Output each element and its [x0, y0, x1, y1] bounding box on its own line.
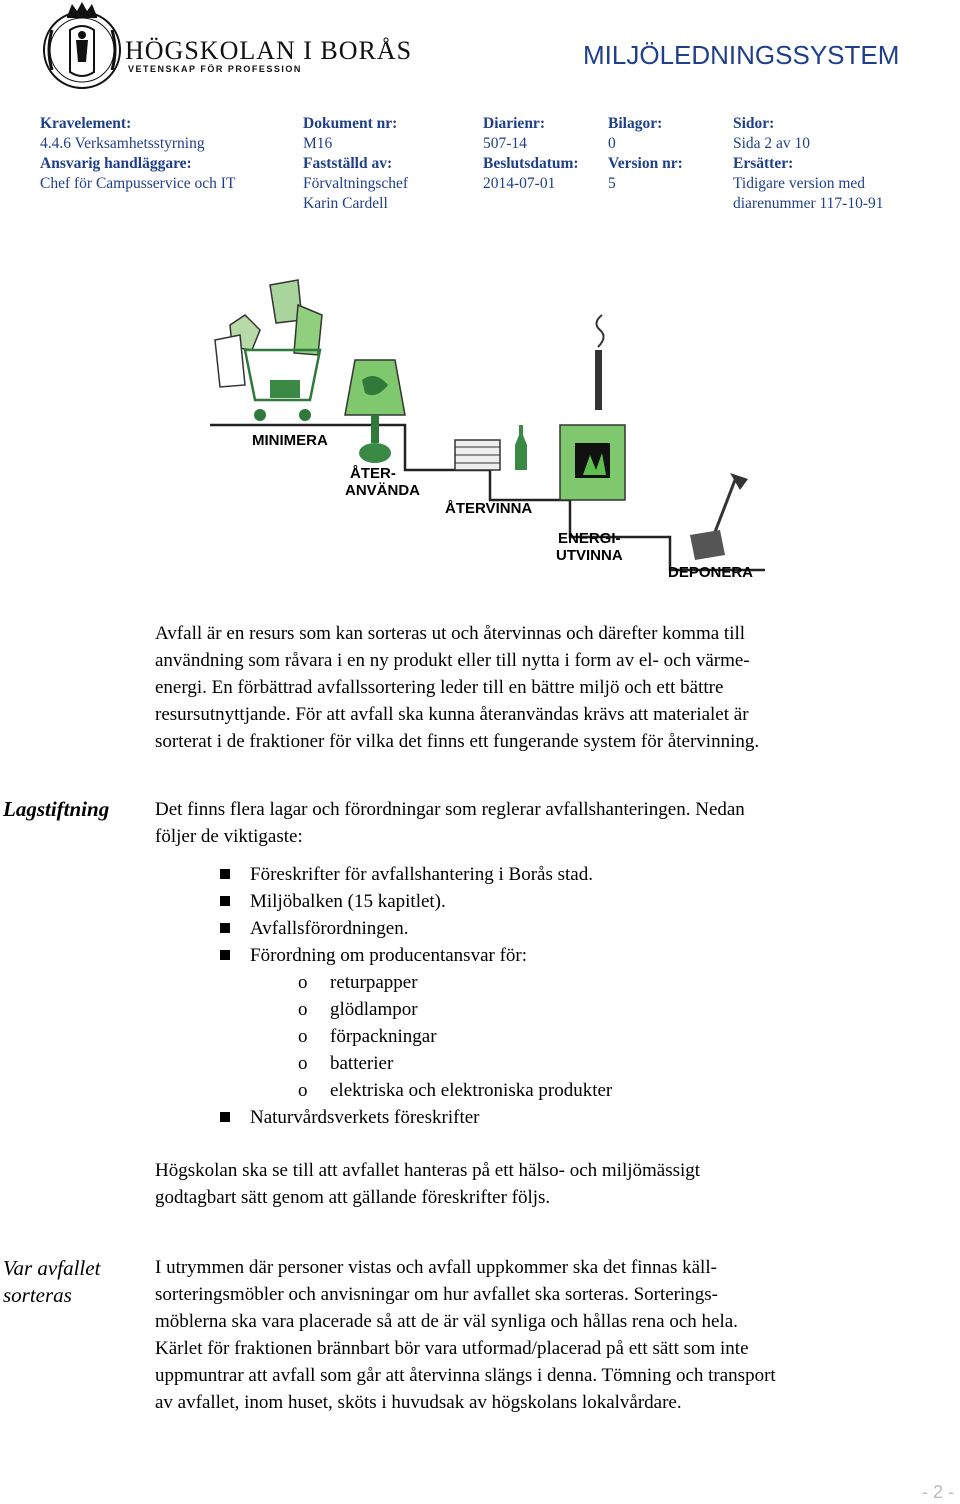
square-bullet-icon: [220, 950, 230, 960]
beslutsdatum-label: Beslutsdatum:: [483, 155, 579, 172]
square-bullet-icon: [220, 896, 230, 906]
lagstiftning-intro: [155, 796, 935, 850]
section-heading-lagstiftning: Lagstiftning: [3, 797, 110, 821]
text-line: Kärlet för fraktionen brännbart bör vara utformad/placerad på ett sätt som inte: [155, 1338, 749, 1359]
faststalld-name: Karin Cardell: [303, 195, 388, 212]
text-line: Avfall är en resurs som kan sorteras ut och återvinnas och därefter komma till: [155, 623, 746, 644]
bilagor-value: 0: [608, 135, 616, 152]
sub-list-item: o förpackningar: [298, 1026, 437, 1047]
recycling-bundle-icon: [455, 425, 527, 470]
text-line: sorterat i de fraktioner för vilka det finns ett fungerande system för återvinning.: [155, 731, 760, 752]
dokument-label: Dokument nr:: [303, 115, 398, 132]
beslutsdatum-value: 2014-07-01: [483, 175, 556, 192]
ansvarig-label: Ansvarig handläggare:: [40, 155, 192, 172]
text-line: uppmuntrar att avfall som går att återvinna slängs i denna. Tömning och transport: [155, 1365, 776, 1386]
label-energi-1: ENERGI-: [558, 530, 621, 547]
text-line: Högskolan ska se till att avfallet hanteras på ett hälso- och miljömässigt: [155, 1160, 701, 1181]
shopping-cart-icon: [215, 280, 322, 421]
text-line: Det finns flera lagar och förordningar som reglerar avfallshanteringen. Nedan: [155, 799, 745, 820]
sidor-label: Sidor:: [733, 115, 775, 132]
ersatter-label: Ersätter:: [733, 155, 794, 172]
shovel-icon: [690, 473, 748, 560]
label-minimera: MINIMERA: [252, 432, 328, 449]
logo-tagline: VETENSKAP FÖR PROFESSION: [128, 64, 302, 74]
text-line: sorteringsmöbler och anvisningar om hur avfallet ska sorteras. Sorterings-: [155, 1284, 718, 1305]
diarienr-label: Diarienr:: [483, 115, 545, 132]
logo-wordmark: HÖGSKOLAN I BORÅS: [125, 36, 413, 65]
sub-list-item: o glödlampor: [298, 999, 418, 1020]
crown-emblem-icon: [40, 0, 125, 92]
bilagor-label: Bilagor:: [608, 115, 663, 132]
square-bullet-icon: [220, 869, 230, 879]
kravelement-label: Kravelement:: [40, 115, 132, 132]
text-line: resursutnyttjande. För att avfall ska kunna återanvändas krävs att materialet är: [155, 704, 749, 725]
text-line: följer de viktigaste:: [155, 826, 303, 847]
text-line: I utrymmen där personer vistas och avfall uppkommer ska det finnas käll-: [155, 1257, 717, 1278]
waste-hierarchy-illustration: [190, 275, 770, 585]
sub-list-item: o elektriska och elektroniska produkter: [298, 1080, 613, 1101]
system-title: MILJÖLEDNINGSSYSTEM: [583, 40, 900, 70]
text-line: användning som råvara i en ny produkt eller till nytta i form av el- och värme-: [155, 650, 750, 671]
list-item: Förordning om producentansvar för:: [220, 942, 527, 969]
waste-hierarchy-steps-icon: [190, 275, 770, 585]
var-avfallet-paragraph: [155, 1254, 935, 1416]
text-line: möblerna ska vara placerade så att de är väl synliga och hållas rena och hela.: [155, 1311, 738, 1332]
version-value: 5: [608, 175, 616, 192]
list-item: Avfallsförordningen.: [220, 915, 408, 942]
university-logo: [40, 0, 413, 92]
label-deponera: DEPONERA: [668, 564, 754, 581]
faststalld-value: Förvaltningschef: [303, 175, 409, 192]
text-line: godtagbart sätt genom att gällande föreskrifter följs.: [155, 1187, 551, 1208]
label-energi-2: UTVINNA: [556, 547, 623, 564]
sub-list-item: o returpapper: [298, 972, 418, 993]
label-ateranvanda-1: ÅTER-: [350, 465, 396, 482]
kravelement-value: 4.4.6 Verksamhetsstyrning: [40, 135, 205, 152]
lagstiftning-closing: [155, 1157, 935, 1211]
ersatter-value: Tidigare version med: [733, 175, 866, 192]
version-label: Version nr:: [608, 155, 683, 172]
sub-list-item: o batterier: [298, 1053, 394, 1074]
ansvarig-value: Chef för Campusservice och IT: [40, 175, 236, 192]
label-ateranvanda-2: ANVÄNDA: [345, 482, 420, 499]
list-item: Naturvårdsverkets föreskrifter: [220, 1104, 479, 1131]
dokument-value: M16: [303, 135, 333, 152]
section-heading-var-avfallet-sorteras: Var avfallet sorteras: [3, 1256, 101, 1307]
sidor-value: Sida 2 av 10: [733, 135, 811, 152]
diarienr-value: 507-14: [483, 135, 527, 152]
square-bullet-icon: [220, 923, 230, 933]
ersatter-diarienummer: diarenummer 117-10-91: [733, 195, 884, 212]
square-bullet-icon: [220, 1112, 230, 1122]
intro-paragraph: [155, 620, 935, 755]
list-item: Föreskrifter för avfallshantering i Borås stad.: [220, 861, 593, 888]
energy-stove-icon: [560, 315, 625, 500]
page-number: - 2 -: [922, 1482, 955, 1502]
faststalld-label: Fastställd av:: [303, 155, 393, 172]
text-line: energi. En förbättrad avfallssortering leder till en bättre miljö och ett bättre: [155, 677, 724, 698]
list-item: Miljöbalken (15 kapitlet).: [220, 888, 446, 915]
label-atervinna: ÅTERVINNA: [445, 500, 533, 517]
text-line: av avfallet, inom huset, sköts i huvudsak av högskolans lokalvårdare.: [155, 1392, 682, 1413]
recycled-lamp-icon: [345, 360, 405, 463]
